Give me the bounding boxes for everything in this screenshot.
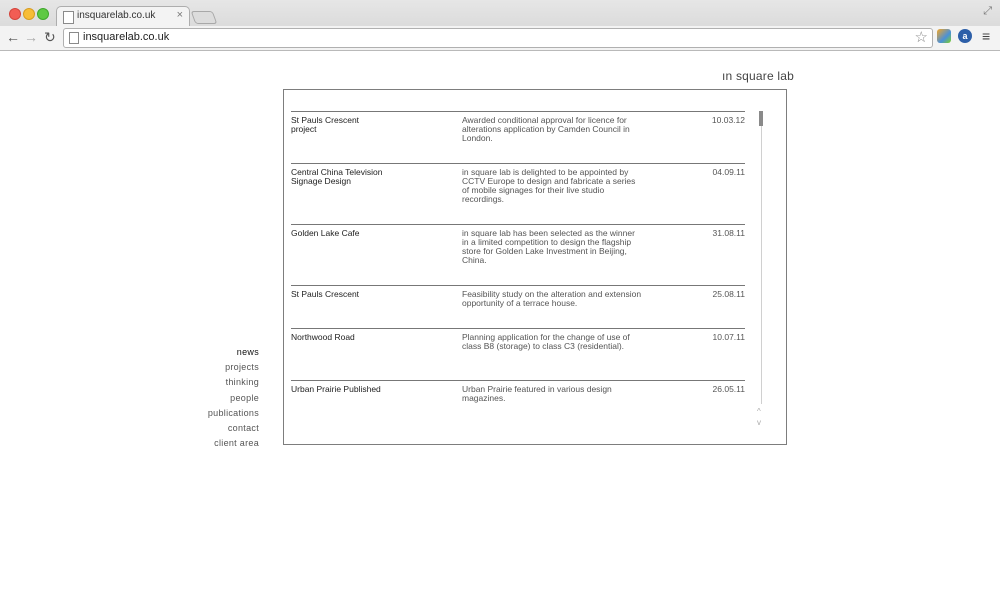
- browser-menu-icon[interactable]: ≡: [982, 28, 991, 44]
- news-item-description: in square lab is delighted to be appointed by CCTV Europe to design and fabricate a series of mobile signages for their live studio recordings.: [462, 167, 636, 204]
- zoom-window-button[interactable]: [37, 8, 49, 20]
- news-item-title[interactable]: Urban Prairie Published: [291, 384, 381, 394]
- scroll-up-icon[interactable]: ^: [757, 407, 761, 416]
- news-item-date: 26.05.11: [712, 384, 745, 394]
- browser-toolbar: [0, 26, 1000, 50]
- tab-strip: [0, 0, 1000, 26]
- scrollbar-thumb[interactable]: [759, 111, 763, 126]
- scroll-down-icon[interactable]: v: [757, 418, 761, 427]
- nav-link-thinking[interactable]: thinking: [225, 377, 259, 388]
- extension-icon[interactable]: [937, 29, 951, 43]
- news-item[interactable]: [291, 163, 745, 225]
- news-item[interactable]: [291, 328, 745, 381]
- tab-close-icon[interactable]: ×: [176, 9, 183, 21]
- nav-link-projects[interactable]: projects: [225, 362, 259, 373]
- news-item[interactable]: [291, 285, 745, 329]
- nav-link-contact[interactable]: contact: [227, 423, 259, 434]
- news-item[interactable]: [291, 224, 745, 286]
- news-item-title[interactable]: St Pauls Crescent: [291, 289, 360, 299]
- main-navigation: [160, 345, 259, 451]
- news-item-date: 10.03.12: [711, 115, 745, 125]
- fullscreen-icon[interactable]: ⤢: [983, 5, 992, 17]
- forward-arrow-icon[interactable]: →: [24, 29, 38, 45]
- nav-link-client-area[interactable]: client area: [214, 438, 259, 449]
- address-bar[interactable]: [63, 28, 933, 48]
- news-item-description: Urban Prairie featured in various design magazines.: [462, 384, 612, 403]
- page-icon: [69, 32, 79, 44]
- news-item-description: in square lab has been selected as the winner in a limited competition to design the flagship store for Golden Lake Investment in Beijing, China.: [462, 228, 635, 265]
- site-logo[interactable]: ın square lab: [722, 69, 794, 83]
- close-window-button[interactable]: [9, 8, 21, 20]
- browser-tab[interactable]: [56, 6, 190, 27]
- news-item-title[interactable]: St Pauls Crescent project: [291, 115, 360, 134]
- nav-link-news[interactable]: news: [236, 347, 259, 357]
- news-item-title[interactable]: Golden Lake Cafe: [291, 228, 360, 238]
- news-panel: [283, 89, 787, 445]
- news-item-title[interactable]: Central China Television Signage Design: [291, 167, 383, 186]
- nav-link-publications[interactable]: publications: [207, 407, 259, 418]
- news-item[interactable]: [291, 111, 745, 164]
- nav-link-people[interactable]: people: [230, 392, 259, 403]
- tab-title: insquarelab.co.uk: [77, 10, 156, 21]
- news-item-description: Awarded conditional approval for licence for alterations application by Camden Council in London.: [462, 115, 630, 143]
- address-bar-url[interactable]: insquarelab.co.uk: [83, 31, 170, 43]
- extension-icon[interactable]: a: [958, 29, 972, 43]
- news-item-title[interactable]: Northwood Road: [291, 332, 355, 342]
- scrollbar-track[interactable]: [761, 111, 762, 404]
- page-icon: [63, 11, 74, 24]
- news-item[interactable]: [291, 380, 745, 403]
- news-list: [291, 90, 745, 403]
- news-item-date: 31.08.11: [712, 228, 745, 238]
- news-item-date: 04.09.11: [712, 167, 745, 177]
- bookmark-star-icon[interactable]: ☆: [914, 29, 928, 46]
- reload-icon[interactable]: ↻: [44, 29, 56, 45]
- minimize-window-button[interactable]: [23, 8, 35, 20]
- news-item-description: Planning application for the change of use of class B8 (storage) to class C3 (residential).: [462, 332, 630, 351]
- news-item-date: 25.08.11: [712, 289, 745, 299]
- news-item-description: Feasibility study on the alteration and extension opportunity of a terrace house.: [462, 289, 642, 308]
- back-arrow-icon[interactable]: ←: [6, 29, 20, 45]
- new-tab-button[interactable]: [191, 11, 218, 24]
- news-item-date: 10.07.11: [712, 332, 745, 342]
- browser-chrome: [0, 0, 1000, 51]
